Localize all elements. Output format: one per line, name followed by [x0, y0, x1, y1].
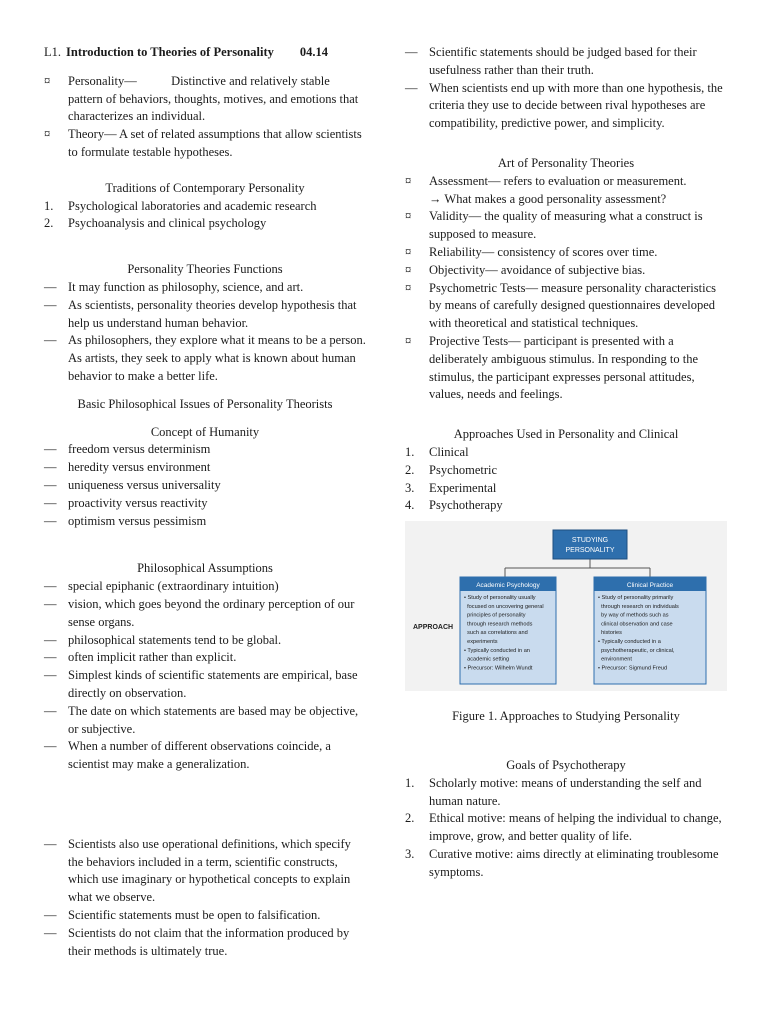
item-main-text: Assessment— refers to evaluation or measurement. — [429, 173, 687, 188]
bullet-marker: ¤ — [44, 127, 51, 142]
assumptions-list — [44, 578, 366, 774]
dash-marker: — — [44, 297, 57, 312]
item-text: Psychological laboratories and academic research — [68, 198, 317, 213]
list-item — [44, 578, 366, 596]
list-item — [405, 280, 727, 333]
item-number: 4. — [405, 498, 415, 513]
top-box-line-2: PERSONALITY — [565, 547, 615, 555]
definition-text: Theory— A set of related assumptions that allow scientists to formulate testable hypotheses. — [68, 127, 362, 159]
list-item — [405, 480, 727, 498]
item-text: Scientific statements must be open to falsification. — [68, 908, 321, 923]
list-item — [405, 462, 727, 480]
approaches-diagram — [405, 521, 727, 691]
list-item — [44, 459, 366, 477]
panel-text-line: • Typically conducted in an — [464, 647, 530, 654]
list-item — [44, 836, 366, 907]
definition-theory — [44, 126, 366, 162]
list-item — [405, 775, 727, 811]
list-item — [44, 667, 366, 703]
approaches-heading: Approaches Used in Personality and Clinical — [453, 427, 679, 442]
list-item — [44, 596, 366, 632]
item-number: 3. — [405, 480, 415, 495]
lesson-title: Introduction to Theories of Personality — [66, 45, 274, 59]
panel-text-line: • Typically conducted in a — [598, 639, 661, 646]
list-item — [44, 495, 366, 513]
panel-text-line: academic setting — [464, 656, 510, 663]
approach-label: APPROACH — [413, 624, 454, 632]
dash-marker: — — [44, 703, 57, 718]
item-text: As philosophers, they explore what it means to be a person. As artists, they seek to apply what is known about human behavior to make a better life. — [68, 333, 366, 383]
art-heading: Art of Personality Theories — [497, 155, 635, 170]
academic-psychology-title: Academic Psychology — [476, 582, 540, 590]
panel-text-line: principles of personality — [464, 612, 526, 619]
list-item — [44, 703, 366, 739]
panel-text-line: • Study of personality primarily — [598, 595, 674, 602]
list-item — [44, 649, 366, 667]
item-text: Validity— the quality of measuring what a construct is supposed to measure. — [429, 209, 703, 242]
assumptions-heading: Philosophical Assumptions — [137, 561, 273, 576]
item-text — [429, 173, 727, 209]
dash-marker: — — [44, 513, 57, 528]
dash-marker: — — [405, 45, 418, 59]
item-text: Scientists also use operational definitions, which specify the behaviors included in a term, scientific constructs, which use imaginary or hypothetical concepts to explain what we observe. — [68, 836, 351, 905]
item-number: 1. — [44, 198, 54, 213]
item-number: 2. — [405, 462, 415, 477]
item-number: 2. — [405, 811, 415, 826]
item-text: Scientists do not claim that the information produced by their methods is ultimately true. — [68, 925, 350, 958]
item-text: Clinical — [429, 444, 469, 459]
page-title — [44, 44, 366, 62]
item-number: 1. — [405, 775, 415, 790]
top-box-line-1: STUDYING — [571, 537, 609, 545]
approaches-list — [405, 444, 727, 515]
bullet-marker: ¤ — [405, 333, 412, 348]
item-text: vision, which goes beyond the ordinary perception of our sense organs. — [68, 596, 355, 629]
item-text: Projective Tests— participant is presented with a deliberately ambiguous stimulus. In responding to the stimulus, the participant expresses personal attitudes, values, needs and feelings. — [429, 333, 699, 402]
art-list — [405, 173, 727, 404]
dash-marker: — — [44, 442, 57, 457]
item-text: freedom versus determinism — [68, 442, 211, 457]
item-text: It may function as philosophy, science, and art. — [68, 279, 304, 294]
assumptions-lower-list — [44, 836, 366, 961]
list-item — [44, 198, 366, 216]
panel-text-line: histories — [598, 630, 622, 637]
list-item — [44, 332, 366, 385]
item-text: special epiphanic (extraordinary intuition) — [68, 579, 279, 594]
item-text: Experimental — [429, 480, 497, 495]
panel-text-line: through research methods — [464, 621, 533, 628]
item-text: As scientists, personality theories develop hypothesis that help us understand human behavior. — [68, 297, 357, 330]
lesson-number: L1. — [44, 45, 62, 59]
list-item — [44, 215, 366, 233]
dash-marker: — — [44, 495, 57, 510]
panel-text-line: experiments — [464, 639, 498, 646]
panel-text-line: • Study of personality usually — [464, 595, 536, 602]
approaches-figure — [405, 521, 727, 691]
issues-heading: Basic Philosophical Issues of Personality Theorists — [77, 396, 333, 411]
item-number: 1. — [405, 444, 415, 459]
definition-text: Personality— Distinctive and relatively stable pattern of behaviors, thoughts, motives, and emotions that characterizes an individual. — [68, 73, 362, 124]
item-text: often implicit rather than explicit. — [68, 650, 237, 665]
item-number: 3. — [405, 846, 415, 861]
list-item — [44, 513, 366, 531]
item-text: Psychotherapy — [429, 498, 503, 513]
dash-marker: — — [405, 80, 418, 95]
item-text: When a number of different observations coincide, a scientist may make a generalization. — [68, 739, 331, 772]
clinical-practice-title: Clinical Practice — [626, 582, 674, 590]
dash-marker: — — [44, 596, 57, 611]
panel-text-line: such as correlations and — [464, 630, 528, 637]
traditions-heading: Traditions of Contemporary Personality — [105, 180, 305, 195]
functions-heading: Personality Theories Functions — [127, 262, 283, 277]
bullet-marker: ¤ — [405, 280, 412, 295]
list-item — [44, 925, 366, 961]
dash-marker: — — [44, 650, 57, 665]
item-text: When scientists end up with more than one hypothesis, the criteria they use to decide between rival hypotheses are compatibility, predictive power, and simplicity. — [429, 80, 723, 131]
studying-personality-box — [553, 530, 627, 559]
right-column — [405, 44, 727, 882]
bullet-marker: ¤ — [405, 262, 412, 277]
item-text: Ethical motive: means of helping the individual to change, improve, grow, and better quality of life. — [429, 811, 722, 844]
panel-text-line: • Precursor: Wilhelm Wundt — [464, 665, 533, 672]
list-item — [405, 208, 727, 244]
science-list — [405, 44, 727, 133]
item-text: Reliability— consistency of scores over time. — [429, 244, 658, 259]
dash-marker: — — [44, 579, 57, 594]
panel-text-line: clinical observation and case — [598, 621, 673, 628]
dash-marker: — — [44, 477, 57, 492]
dash-marker: — — [44, 279, 57, 294]
list-item — [405, 80, 727, 133]
list-item — [44, 632, 366, 650]
list-item — [44, 279, 366, 297]
item-text: Psychometric — [429, 462, 498, 477]
panel-text-line: through research on individuals — [598, 603, 679, 610]
panel-text-line: by way of methods such as — [598, 612, 669, 619]
item-text: optimism versus pessimism — [68, 513, 207, 528]
issues-list — [44, 441, 366, 530]
dash-marker: — — [44, 668, 57, 683]
dash-marker: — — [44, 739, 57, 754]
item-number: 2. — [44, 216, 54, 231]
bullet-marker: ¤ — [405, 209, 412, 224]
figure-caption: Figure 1. Approaches to Studying Personality — [452, 709, 680, 724]
dash-marker: — — [44, 925, 57, 940]
list-item — [405, 173, 727, 209]
list-item — [44, 477, 366, 495]
list-item — [44, 907, 366, 925]
lesson-date: 04.14 — [299, 45, 328, 59]
item-text: Simplest kinds of scientific statements are empirical, base directly on observation. — [68, 668, 358, 700]
list-item — [405, 846, 727, 882]
list-item — [44, 441, 366, 459]
list-item — [405, 44, 727, 80]
item-text: Psychometric Tests— measure personality characteristics by means of carefully designed questionnaires developed with theoretical and statistical techniques. — [429, 280, 716, 331]
bullet-marker: ¤ — [44, 73, 51, 88]
concept-of-humanity-heading: Concept of Humanity — [150, 424, 260, 439]
list-item — [405, 810, 727, 846]
list-item — [44, 297, 366, 333]
item-text: proactivity versus reactivity — [68, 495, 208, 510]
panel-text-line: focused on uncovering general — [464, 603, 544, 610]
goals-list — [405, 775, 727, 882]
list-item — [44, 738, 366, 774]
item-text: Scientific statements should be judged based for their usefulness rather than their truth. — [429, 45, 697, 77]
panel-text-line: • Precursor: Sigmund Freud — [598, 665, 668, 672]
item-subtext: → What makes a good personality assessment? — [429, 191, 667, 206]
item-text: Curative motive: aims directly at eliminating troublesome symptoms. — [429, 846, 719, 879]
item-text: The date on which statements are based may be objective, or subjective. — [68, 703, 359, 736]
list-item — [405, 444, 727, 462]
item-text: heredity versus environment — [68, 460, 211, 475]
list-item — [405, 262, 727, 280]
item-text: uniqueness versus universality — [68, 477, 221, 492]
left-column — [44, 44, 366, 960]
definition-personality — [44, 73, 366, 126]
dash-marker: — — [44, 836, 57, 851]
item-text: Psychoanalysis and clinical psychology — [68, 216, 267, 231]
list-item — [405, 333, 727, 404]
dash-marker: — — [44, 333, 57, 348]
goals-heading: Goals of Psychotherapy — [506, 757, 626, 772]
item-text: Scholarly motive: means of understanding the self and human nature. — [429, 775, 702, 808]
list-item — [405, 497, 727, 515]
dash-marker: — — [44, 908, 57, 923]
dash-marker: — — [44, 632, 57, 647]
panel-text-line: psychotherapeutic, or clinical, — [598, 647, 675, 654]
panel-text-line: environment — [598, 656, 632, 663]
item-text: philosophical statements tend to be global. — [68, 632, 282, 647]
list-item — [405, 244, 727, 262]
bullet-marker: ¤ — [405, 173, 412, 188]
bullet-marker: ¤ — [405, 244, 412, 259]
item-text: Objectivity— avoidance of subjective bias. — [429, 262, 646, 277]
dash-marker: — — [44, 460, 57, 475]
